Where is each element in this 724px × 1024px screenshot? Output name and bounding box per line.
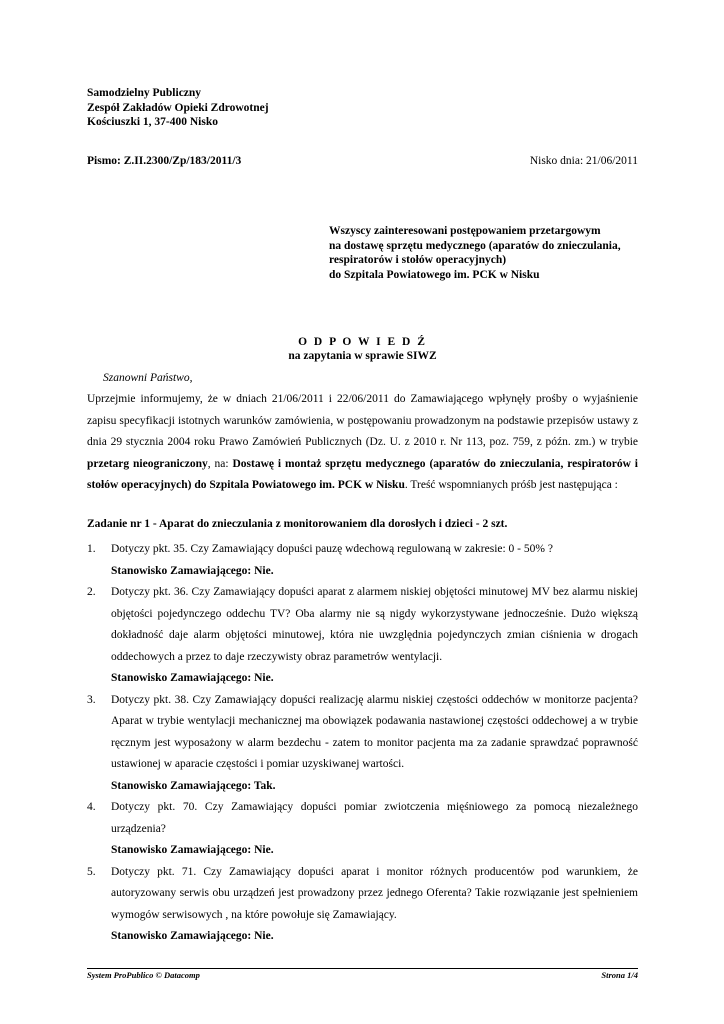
intro-part-1: Uprzejmie informujemy, że w dniach 21/06/2011 i 22/06/2011 do Zamawiającego wpłynęły prośby o wyjaśnienie zapisu specyfikacji istotnych warunków zamówienia, w postępowaniu prowadzonym na podstawie przepisów ustawy z dnia 29 stycznia 2004 roku Prawo Zamówień Publicznych (Dz. U. z 2010 r. Nr 113, poz. 759, z późn. zm.) w trybie bbox=[87, 393, 638, 449]
footer-divider bbox=[87, 968, 638, 969]
recipient-line-2: na dostawę sprzętu medycznego (aparatów do znieczulania, bbox=[329, 239, 621, 252]
sender-line-3: Kościuszki 1, 37-400 Nisko bbox=[87, 116, 218, 128]
intro-paragraph bbox=[87, 389, 638, 497]
question-number: 3. bbox=[87, 693, 96, 706]
sender-address bbox=[87, 86, 269, 130]
greeting: Szanowni Państwo, bbox=[103, 372, 193, 384]
question-item bbox=[87, 582, 638, 690]
letter-reference: Pismo: Z.II.2300/Zp/183/2011/3 bbox=[87, 155, 242, 167]
letter-date: Nisko dnia: 21/06/2011 bbox=[529, 155, 638, 167]
recipient-line-4: do Szpitala Powiatowego im. PCK w Nisku bbox=[329, 268, 540, 281]
document-title: O D P O W I E D Ź bbox=[298, 336, 427, 348]
question-text: Dotyczy pkt. 71. Czy Zamawiający dopuści aparat i monitor różnych producentów pod warunkiem, że autoryzowany serwis obu urządzeń jest prowadzony przez jednego Oferenta? Takie rozwiązanie jest spełnieniem wymogów serwisowych , na które powołuje się Zamawiający. bbox=[111, 865, 638, 921]
question-number: 1. bbox=[87, 543, 96, 555]
question-answer: Stanowisko Zamawiającego: Nie. bbox=[111, 844, 274, 856]
question-answer: Stanowisko Zamawiającego: Nie. bbox=[111, 564, 274, 577]
question-item bbox=[87, 862, 638, 948]
question-item bbox=[87, 690, 638, 798]
question-text: Dotyczy pkt. 70. Czy Zamawiający dopuści pomiar zwiotczenia mięśniowego za pomocą niezależnego urządzenia? bbox=[111, 801, 638, 835]
questions-list bbox=[87, 539, 638, 948]
question-item bbox=[87, 539, 638, 582]
sender-line-2: Zespół Zakładów Opieki Zdrowotnej bbox=[87, 101, 269, 114]
procedure-mode: przetarg nieograniczony bbox=[87, 457, 208, 470]
question-answer: Stanowisko Zamawiającego: Tak. bbox=[111, 779, 276, 792]
procurement-subject: Dostawę i montaż sprzętu medycznego (aparatów do znieczulania, respiratorów i stołów operacyjnych) do Szpitala Powiatowego im. PCK w Nisku bbox=[87, 457, 638, 492]
sender-line-1: Samodzielny Publiczny bbox=[87, 87, 202, 99]
recipient-block bbox=[329, 224, 621, 282]
footer-page-number: Strona 1/4 bbox=[601, 970, 638, 980]
intro-part-3: . Treść wspomnianych próśb jest następująca : bbox=[404, 479, 618, 492]
document-subtitle: na zapytania w sprawie SIWZ bbox=[288, 350, 437, 362]
recipient-line-3: respiratorów i stołów operacyjnych) bbox=[329, 254, 507, 266]
footer-system-name: System ProPublico © Datacomp bbox=[87, 970, 200, 980]
question-number: 4. bbox=[87, 801, 96, 813]
question-text: Dotyczy pkt. 35. Czy Zamawiający dopuści pauzę wdechową regulowaną w zakresie: 0 - 50% ? bbox=[111, 543, 553, 555]
question-answer: Stanowisko Zamawiającego: Nie. bbox=[111, 930, 274, 942]
question-number: 5. bbox=[87, 865, 96, 878]
question-answer: Stanowisko Zamawiającego: Nie. bbox=[111, 672, 274, 684]
question-item bbox=[87, 797, 638, 862]
question-text: Dotyczy pkt. 36. Czy Zamawiający dopuści aparat z alarmem niskiej objętości minutowej MV bez alarmu niskiej objętości pojedynczego oddechu TV? Oba alarmy nie są nigdy wykorzystywane jednocześnie. Dużo większą dokładność daje alarm objętości minutowej, która nie uwzględnia pojedynczych zmian ciśnienia w drogach oddechowych a przez to daje rzeczywisty obraz parametrów wentylacji. bbox=[111, 586, 638, 663]
question-number: 2. bbox=[87, 586, 96, 598]
task-heading: Zadanie nr 1 - Aparat do znieczulania z monitorowaniem dla dorosłych i dzieci - 2 szt. bbox=[87, 518, 508, 530]
question-text: Dotyczy pkt. 38. Czy Zamawiający dopuści realizację alarmu niskiej częstości oddechów w monitorze pacjenta? Aparat w trybie wentylacji mechanicznej ma obowiązek podawania nastawionej częstości oddechowej a w trybie ręcznym jest wyposażony w alarm bezdechu - zatem to monitor pacjenta ma za zadanie sprawdzać poprawność ustawionej w aparacie częstości i pomiar uzyskiwanej wartości. bbox=[111, 693, 638, 770]
intro-part-2: , na: bbox=[207, 457, 233, 470]
recipient-line-1: Wszyscy zainteresowani postępowaniem przetargowym bbox=[329, 225, 601, 237]
